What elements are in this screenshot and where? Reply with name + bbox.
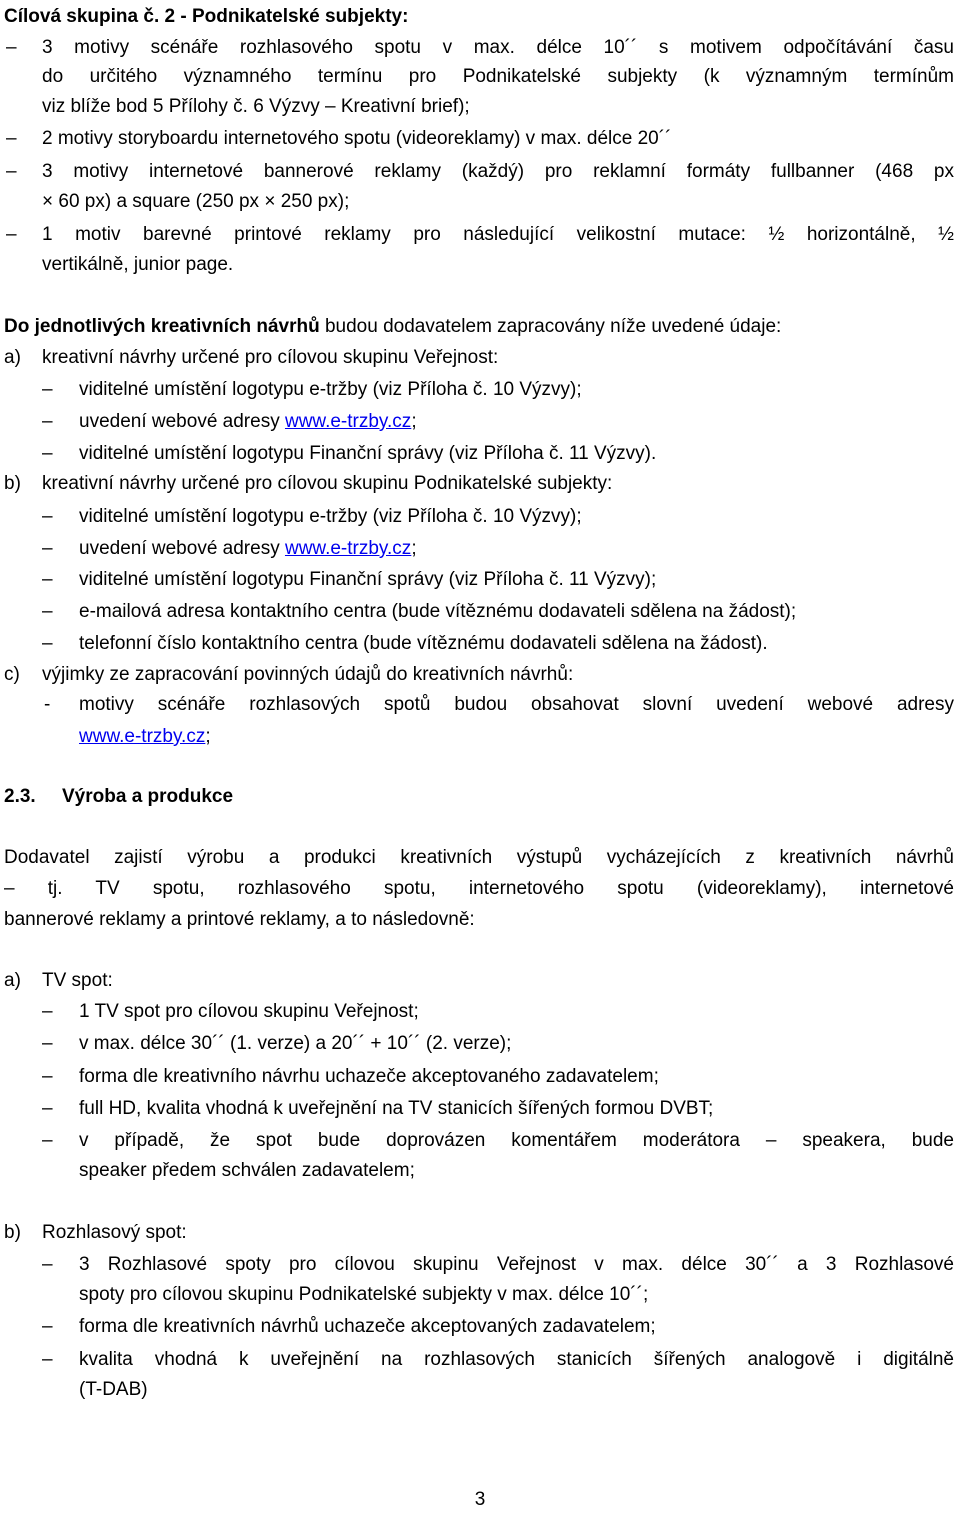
section-title: Výroba a produkce (62, 786, 234, 807)
list-item: 2 motivy storyboardu internetového spotu (videoreklamy) v max. délce 20´´ (42, 128, 672, 149)
intro-rest: budou dodavatelem zapracovány níže uvedené údaje: (319, 316, 782, 337)
list-dash: – (6, 37, 17, 58)
list-item: e-mailová adresa kontaktního centra (bude vítěznému dodavateli sdělena na žádost); (79, 601, 797, 622)
list-item-continuation: (T-DAB) (79, 1379, 148, 1400)
list-item: viditelné umístění logotypu e-tržby (viz Příloha č. 10 Výzvy); (79, 379, 582, 400)
list-item-text: uvedení webové adresy (79, 411, 285, 432)
list-dash: – (42, 1066, 53, 1087)
list-item: full HD, kvalita vhodná k uveřejnění na TV stanicích šířených formou DVBT; (79, 1098, 714, 1119)
list-item: 1 motiv barevné printové reklamy pro následující velikostní mutace: ½ horizontálně, ½ (42, 224, 954, 245)
list-item-continuation: viz blíže bod 5 Přílohy č. 6 Výzvy – Kreativní brief); (42, 96, 470, 117)
list-marker-c: c) (4, 664, 20, 685)
list-dash: – (42, 1316, 53, 1337)
list-dash: – (42, 601, 53, 622)
list-item-a: kreativní návrhy určené pro cílovou skupinu Veřejnost: (42, 347, 499, 368)
list-dash: – (42, 1033, 53, 1054)
intro-paragraph (4, 312, 781, 342)
list-dash: – (42, 411, 53, 432)
list-dash: – (42, 379, 53, 400)
list-item: forma dle kreativních návrhů uchazeče akceptovaných zadavatelem; (79, 1316, 656, 1337)
list-item: forma dle kreativního návrhu uchazeče akceptovaného zadavatelem; (79, 1066, 659, 1087)
web-link[interactable]: www.e-trzby.cz (284, 411, 412, 432)
list-dash: – (42, 569, 53, 590)
list-dash: – (42, 1349, 53, 1370)
list-item-a: TV spot: (42, 970, 113, 991)
list-item: viditelné umístění logotypu e-tržby (viz Příloha č. 10 Výzvy); (79, 506, 582, 527)
list-item-continuation: speaker předem schválen zadavatelem; (79, 1160, 415, 1181)
list-item: motivy scénáře rozhlasových spotů budou obsahovat slovní uvedení webové adresy (79, 694, 954, 715)
list-item-c: výjimky ze zapracování povinných údajů do kreativních návrhů: (42, 664, 574, 685)
heading-target-group-2: Cílová skupina č. 2 - Podnikatelské subjekty: (4, 6, 409, 27)
web-link[interactable]: www.e-trzby.cz (79, 726, 206, 747)
list-item-continuation: × 60 px) a square (250 px × 250 px); (42, 191, 350, 212)
paragraph-line: – tj. TV spotu, rozhlasového spotu, internetového spotu (videoreklamy), internetové (4, 878, 954, 899)
list-dash: – (6, 224, 17, 245)
list-hyphen: - (44, 694, 51, 715)
list-marker-a: a) (4, 970, 21, 991)
page-number: 3 (474, 1489, 486, 1510)
list-item-text: uvedení webové adresy (79, 538, 285, 559)
list-item-text: ; (205, 726, 211, 747)
intro-bold: Do jednotlivých kreativních návrhů (4, 316, 320, 337)
list-item: viditelné umístění logotypu Finanční správy (viz Příloha č. 11 Výzvy); (79, 569, 657, 590)
list-item-continuation: do určitého významného termínu pro Podnikatelské subjekty (k významným termínům (42, 66, 954, 87)
list-item: v případě, že spot bude doprovázen komentářem moderátora – speakera, bude (79, 1130, 954, 1151)
web-link[interactable]: www.e-trzby.cz (284, 538, 412, 559)
list-item-b: kreativní návrhy určené pro cílovou skupinu Podnikatelské subjekty: (42, 473, 613, 494)
list-dash: – (42, 1254, 53, 1275)
list-item: 3 motivy internetové bannerové reklamy (každý) pro reklamní formáty fullbanner (468 px (42, 161, 954, 182)
list-dash: – (42, 1001, 53, 1022)
list-dash: – (6, 161, 17, 182)
list-item-b: Rozhlasový spot: (42, 1222, 187, 1243)
list-dash: – (42, 633, 53, 654)
list-item: 1 TV spot pro cílovou skupinu Veřejnost; (79, 1001, 419, 1022)
list-item: 3 Rozhlasové spoty pro cílovou skupinu Veřejnost v max. délce 30´´ a 3 Rozhlasové (79, 1254, 954, 1275)
list-item: v max. délce 30´´ (1. verze) a 20´´ + 10´´ (2. verze); (79, 1033, 512, 1054)
list-item: telefonní číslo kontaktního centra (bude vítěznému dodavateli sdělena na žádost). (79, 633, 768, 654)
list-item-text: ; (411, 411, 417, 432)
list-item-text: ; (411, 538, 417, 559)
list-item (79, 534, 417, 564)
list-item-continuation: spoty pro cílovou skupinu Podnikatelské subjekty v max. délce 10´´; (79, 1284, 649, 1305)
paragraph-line: Dodavatel zajistí výrobu a produkci kreativních výstupů vycházejících z kreativních návrhů (4, 847, 954, 868)
list-item (79, 407, 417, 437)
list-dash: – (42, 538, 53, 559)
list-marker-b: b) (4, 1222, 21, 1243)
list-marker-b: b) (4, 473, 21, 494)
paragraph-line: bannerové reklamy a printové reklamy, a to následovně: (4, 909, 475, 930)
list-dash: – (42, 443, 53, 464)
list-dash: – (42, 1130, 53, 1151)
section-number: 2.3. (4, 786, 36, 807)
list-item: viditelné umístění logotypu Finanční správy (viz Příloha č. 11 Výzvy). (79, 443, 657, 464)
list-item-continuation: vertikálně, junior page. (42, 254, 234, 275)
list-dash: – (42, 1098, 53, 1119)
list-marker-a: a) (4, 347, 21, 368)
list-dash: – (42, 506, 53, 527)
list-item: 3 motivy scénáře rozhlasového spotu v max. délce 10´´ s motivem odpočítávání času (42, 37, 954, 58)
list-item-continuation (79, 722, 211, 752)
list-dash: – (6, 128, 17, 149)
list-item: kvalita vhodná k uveřejnění na rozhlasových stanicích šířených analogově i digitálně (79, 1349, 954, 1370)
